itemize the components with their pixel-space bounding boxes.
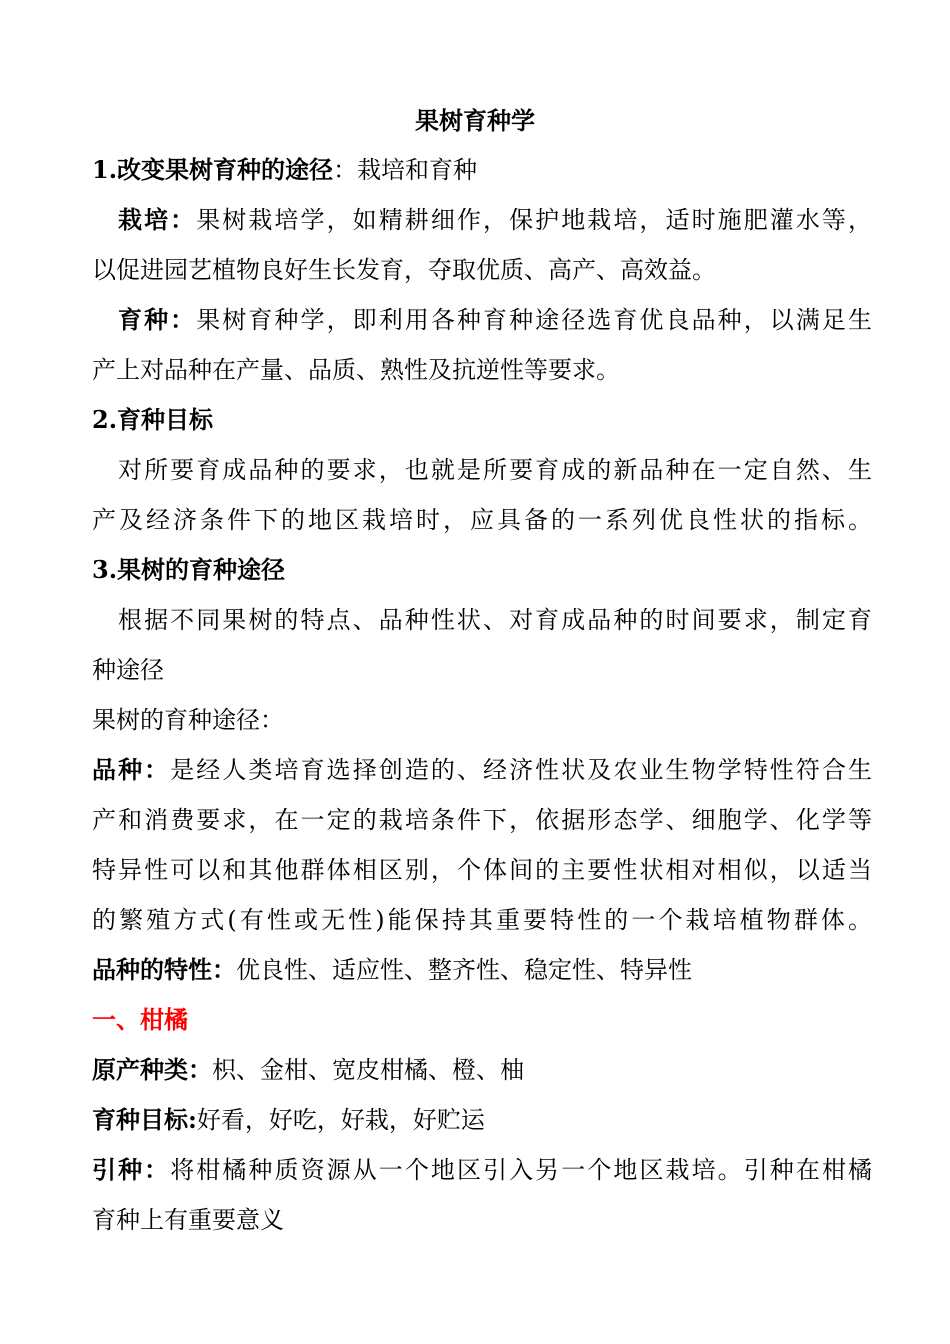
red-section-heading: 一、柑橘 [92, 1005, 188, 1034]
heading-separator: ： [333, 156, 358, 184]
text-line [92, 202, 872, 238]
body-text: 产上对品种在产量、品质、熟性及抗逆性等要求。 [92, 356, 620, 384]
section-heading [92, 1002, 872, 1038]
section-heading [92, 402, 872, 438]
term-label: 引种： [92, 1155, 171, 1184]
text-line [92, 1152, 872, 1188]
body-text: 果树栽培学，如精耕细作，保护地栽培，适时施肥灌水等， [196, 206, 873, 234]
text-line [92, 602, 872, 638]
body-text: 产及经济条件下的地区栽培时，应具备的一系列优良性状的指标。 [92, 506, 872, 534]
text-line [92, 652, 872, 688]
heading-label: 2.育种目标 [92, 405, 214, 434]
section-heading [92, 552, 872, 588]
term-label: 育种： [118, 305, 197, 334]
heading-text: 栽培和育种 [357, 156, 478, 184]
text-line [92, 352, 872, 388]
text-line [92, 702, 872, 738]
text-line [92, 252, 872, 288]
text-line [92, 802, 872, 838]
term-label: 品种的特性： [92, 955, 236, 984]
body-text: 优良性、适应性、整齐性、稳定性、特异性 [236, 956, 692, 984]
text-line [92, 902, 872, 938]
heading-label: 3.果树的育种途径 [92, 555, 286, 584]
body-text: 好看，好吃，好栽，好贮运 [196, 1106, 485, 1134]
body-text: 果树的育种途径： [92, 706, 284, 734]
term-label: 原产种类： [92, 1055, 212, 1084]
text-line [92, 452, 872, 488]
document-title: 果树育种学 [415, 106, 535, 135]
body-text: 种途径 [92, 656, 164, 684]
text-line [92, 1202, 872, 1238]
text-line [92, 852, 872, 888]
body-text: 枳、金柑、宽皮柑橘、橙、柚 [212, 1056, 524, 1084]
body-text: 育种上有重要意义 [92, 1206, 284, 1234]
heading-label: 1.改变果树育种的途径 [92, 155, 334, 184]
text-line [92, 952, 872, 988]
body-text: 以促进园艺植物良好生长发育，夺取优质、高产、高效益。 [92, 256, 716, 284]
term-label: 品种： [92, 755, 171, 784]
section-heading [92, 152, 872, 188]
body-text: 将柑橘种质资源从一个地区引入另一个地区栽培。引种在柑橘 [170, 1156, 873, 1184]
text-line [92, 502, 872, 538]
text-line [92, 1102, 872, 1138]
body-text: 的繁殖方式(有性或无性)能保持其重要特性的一个栽培植物群体。 [92, 906, 872, 934]
body-text: 对所要育成品种的要求，也就是所要育成的新品种在一定自然、生 [118, 456, 872, 484]
text-line [92, 752, 872, 788]
body-text: 产和消费要求，在一定的栽培条件下，依据形态学、细胞学、化学等 [92, 806, 872, 834]
body-text: 是经人类培育选择创造的、经济性状及农业生物学特性符合生 [170, 756, 873, 784]
text-line [92, 302, 872, 338]
term-label: 栽培： [118, 205, 197, 234]
term-label: 育种目标: [92, 1105, 197, 1134]
body-text: 特异性可以和其他群体相区别，个体间的主要性状相对相似，以适当 [92, 856, 872, 884]
body-text: 根据不同果树的特点、品种性状、对育成品种的时间要求，制定育 [118, 606, 872, 634]
body-text: 果树育种学，即利用各种育种途径选育优良品种，以满足生 [196, 306, 873, 334]
text-line [92, 1052, 872, 1088]
